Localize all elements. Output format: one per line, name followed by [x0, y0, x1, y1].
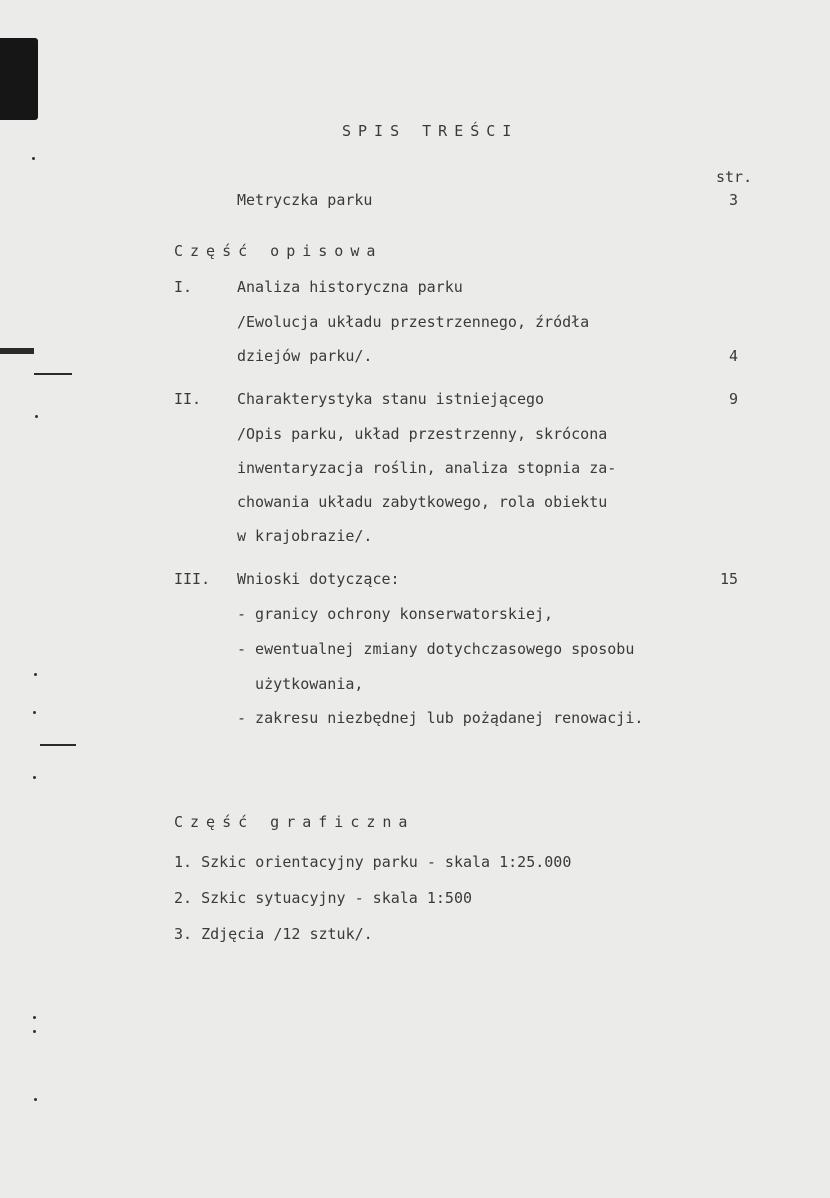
- margin-dot: [33, 776, 36, 779]
- graficzna-item: 2. Szkic sytuacyjny - skala 1:500: [174, 889, 473, 907]
- section-2-line: w krajobrazie/.: [237, 527, 373, 545]
- margin-dot: [33, 711, 36, 714]
- section-3-line: użytkowania,: [237, 675, 364, 693]
- margin-mark: [34, 373, 72, 375]
- margin-dot: [34, 673, 37, 676]
- section-3-line: Wnioski dotyczące:: [237, 570, 400, 588]
- graficzna-header: Część graficzna: [174, 813, 415, 831]
- section-1-line: /Ewolucja układu przestrzennego, źródła: [237, 313, 590, 331]
- metryczka-page: 3: [728, 191, 738, 209]
- graficzna-item: 1. Szkic orientacyjny parku - skala 1:25.000: [174, 853, 572, 871]
- section-3-number: III.: [174, 570, 211, 588]
- page-column-header: str.: [716, 168, 753, 186]
- margin-dot: [33, 1016, 36, 1019]
- section-3-page: 15: [719, 570, 738, 588]
- section-3-line: - ewentualnej zmiany dotychczasowego sposobu: [237, 640, 635, 658]
- section-1-number: I.: [174, 278, 193, 296]
- page-title: SPIS TREŚCI: [342, 122, 519, 140]
- section-3-line: - granicy ochrony konserwatorskiej,: [237, 605, 554, 623]
- section-2-number: II.: [174, 390, 202, 408]
- binding-mark: [0, 38, 38, 120]
- margin-mark: [40, 744, 76, 746]
- section-1-line: Analiza historyczna parku: [237, 278, 463, 296]
- section-2-page: 9: [728, 390, 738, 408]
- section-2-line: Charakterystyka stanu istniejącego: [237, 390, 545, 408]
- section-2-line: inwentaryzacja roślin, analiza stopnia za-: [237, 459, 617, 477]
- section-2-line: chowania układu zabytkowego, rola obiektu: [237, 493, 608, 511]
- margin-dot: [35, 415, 38, 418]
- margin-dot: [33, 1030, 36, 1033]
- margin-dot: [32, 157, 35, 160]
- section-1-page: 4: [728, 347, 738, 365]
- opis-header: Część opisowa: [174, 242, 383, 260]
- section-2-line: /Opis parku, układ przestrzenny, skrócona: [237, 425, 608, 443]
- section-3-line: - zakresu niezbędnej lub pożądanej renowacji.: [237, 709, 644, 727]
- metryczka-label: Metryczka parku: [237, 191, 373, 209]
- graficzna-item: 3. Zdjęcia /12 sztuk/.: [174, 925, 373, 943]
- margin-mark: [0, 348, 34, 354]
- margin-dot: [34, 1098, 37, 1101]
- section-1-line: dziejów parku/.: [237, 347, 373, 365]
